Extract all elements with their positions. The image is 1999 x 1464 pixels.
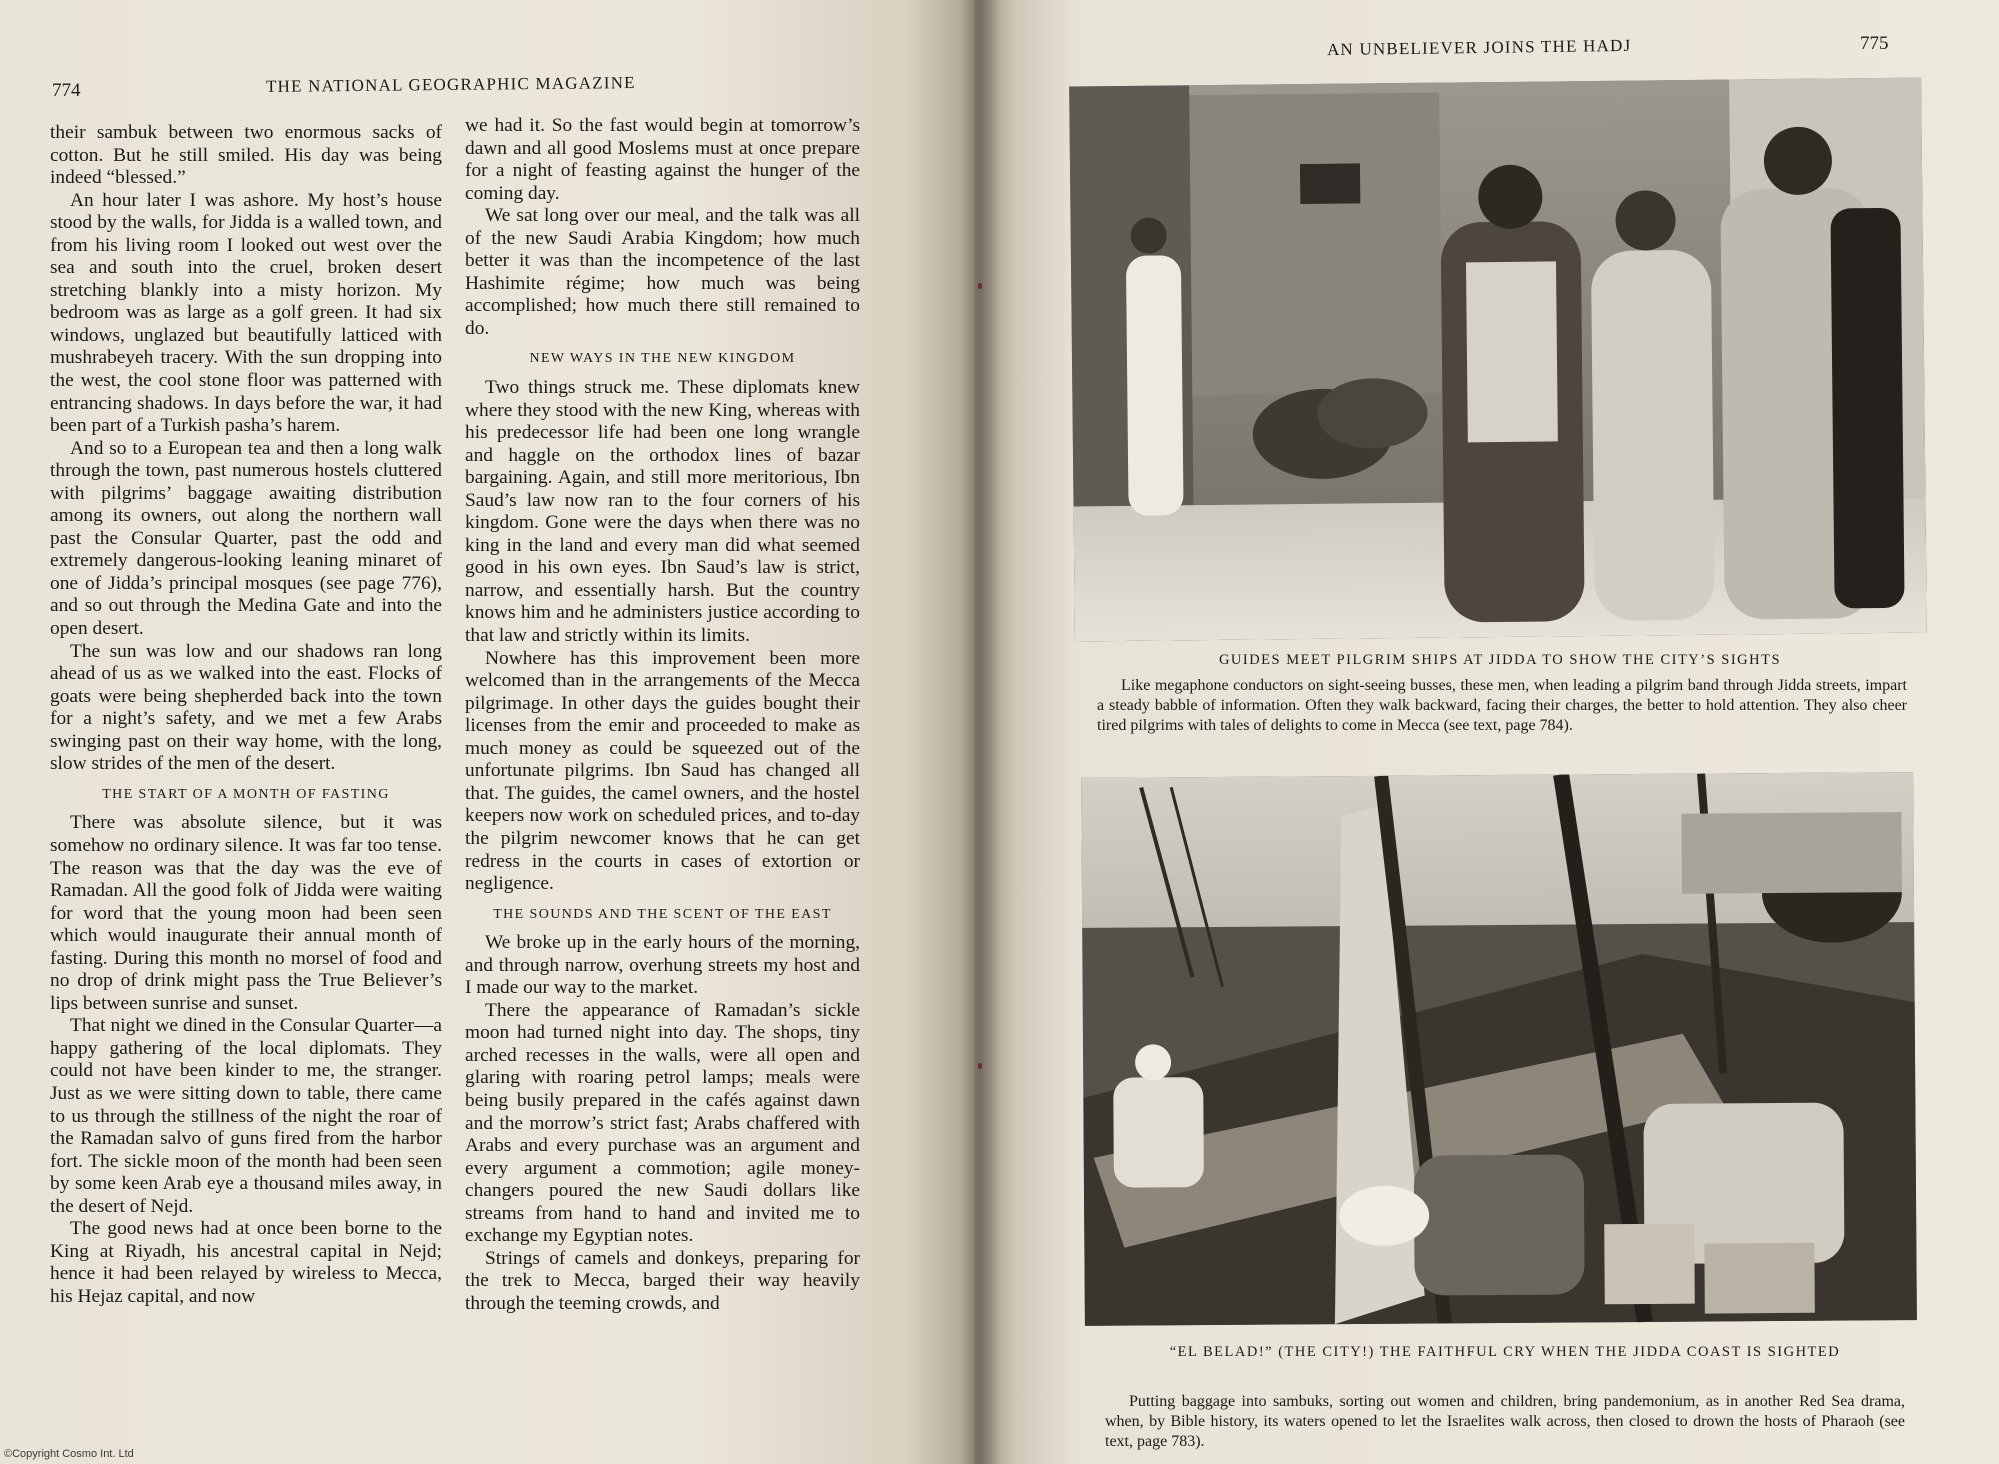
section-heading: THE START OF A MONTH OF FASTING: [102, 786, 390, 802]
right-page-number: 775: [1860, 33, 1889, 54]
paragraph: We sat long over our meal, and the talk was all of the new Saudi Arabia Kingdom; how much better it was than the incompetence of the last Hashimite régime; how much was being accomplished; how much there still remained to do.: [465, 205, 860, 339]
paragraph: Nowhere has this improvement been more welcomed than in the arrangements of the Mecca pilgrimage. In other days the guides bought their licenses from the emir and proceeded to make as much money as could be squeezed out of the unfortunate pilgrims. Ibn Saud has changed all that. The guides, the camel owners, and the hostel keepers now work on scheduled prices, and to-day the pilgrim newcomer knows that he can get redress in the courts in cases of extortion or negligence.: [465, 647, 860, 895]
paragraph: The sun was low and our shadows ran long ahead of us as we walked into the east. Flocks of goats were being shepherded back into the town for a night’s safety, and we met a few Arabs swinging past on their way home, with the long, slow strides of the men of the desert.: [50, 640, 442, 775]
paragraph: We broke up in the early hours of the morning, and through narrow, overhung streets my host and I made our way to the market.: [465, 932, 860, 999]
paragraph: Strings of camels and donkeys, preparing for the trek to Mecca, barged their way heavily through the teeming crowds, and: [465, 1247, 860, 1314]
photo1-caption-title: GUIDES MEET PILGRIM SHIPS AT JIDDA TO SHOW THE CITY’S SIGHTS: [1218, 652, 1782, 668]
section-heading: THE SOUNDS AND THE SCENT OF THE EAST: [493, 906, 832, 922]
left-page-number: 774: [52, 80, 81, 101]
paragraph: The good news had at once been borne to the King at Riyadh, his ancestral capital in Nejd; hence it had been relayed by wireless to Mecca, his Hejaz capital, and now: [50, 1218, 442, 1307]
photo-sambuks-image: [1081, 772, 1917, 1326]
photo1-caption-body: [1097, 676, 1907, 736]
paragraph: There the appearance of Ramadan’s sickle moon had turned night into day. The shops, tiny arched recesses in the walls, were all open and glaring with roaring petrol lamps; meals were being busily prepared in the cafés against dawn and the morrow’s strict fast; Arabs chaffered with Arabs and every purchase was an argument and every argument a commotion; agile money-changers poured the new Saudi dollars like streams from hand to hand and invited me to exchange my Egyptian notes.: [465, 999, 860, 1247]
photo2-caption-body: [1105, 1392, 1905, 1452]
photo1-caption-text: Like megaphone conductors on sight-seeing busses, these men, when leading a pilgrim band through Jidda streets, impart a steady babble of information. Often they walk backward, facing their charges, the better to hold attention. They also cheer tired pilgrims with tales of delights to come in Mecca (see text, page 784).: [1097, 677, 1907, 734]
paragraph: Two things struck me. These diplomats knew where they stood with the new King, whereas with his predecessor life had been one long wrangle and haggle on the orthodox lines of bazar bargaining. Again, and still more meritorious, Ibn Saud’s law now ran to the four corners of his kingdom. Gone were the days when there was no king in the land and every man did what seemed good in his own eyes. Ibn Saud’s law is strict, narrow, and essentially harsh. But the country knows him and he administers justice according to that law and strictly within its limits.: [465, 377, 860, 647]
paragraph: There was absolute silence, but it was somehow no ordinary silence. It was far too tense. The reason was that the day was the eve of Ramadan. All the good folk of Jidda were waiting for word that the young moon had been seen which would inaugurate their annual month of fasting. During this month no morsel of food and no drop of drink might pass the True Believer’s lips between sunrise and sunset.: [50, 812, 442, 1014]
book-gutter: [960, 0, 1000, 1464]
left-page: [0, 0, 975, 1464]
paragraph: we had it. So the fast would begin at tomorrow’s dawn and all good Moslems must at once prepare for a night of feasting against the hunger of the coming day.: [465, 115, 860, 204]
left-running-head: THE NATIONAL GEOGRAPHIC MAGAZINE: [265, 73, 636, 96]
photo-guides-image: [1069, 78, 1927, 642]
photo2-caption-text: Putting baggage into sambuks, sorting out women and children, bring pandemonium, as in another Red Sea drama, when, by Bible history, its waters opened to let the Israelites walk across, then closed to drown the hosts of Pharaoh (see text, page 783).: [1105, 1393, 1905, 1450]
right-page: [975, 0, 1999, 1464]
paragraph: That night we dined in the Consular Quarter—a happy gathering of the local diplomats. They could not have been kinder to me, the stranger. Just as we were sitting down to table, there came to us through the stillness of the night the roar of the Ramadan salvo of guns fired from the harbor fort. The sickle moon of the month had been seen by some keen Arab eye a thousand miles away, in the desert of Nejd.: [50, 1015, 442, 1217]
section-heading: NEW WAYS IN THE NEW KINGDOM: [529, 351, 796, 367]
photo-sambuks-jidda-coast: [1081, 772, 1917, 1326]
paragraph: their sambuk between two enormous sacks of cotton. But he still smiled. His day was being indeed “blessed.”: [50, 122, 442, 189]
photo-guides-at-jidda: [1069, 78, 1927, 642]
paragraph: And so to a European tea and then a long walk through the town, past numerous hostels cluttered with pilgrims’ baggage awaiting distribution among its owners, out along the northern wall past the Consular Quarter, past the odd and extremely dangerous-looking leaning minaret of one of Jidda’s principal mosques (see page 776), and so out through the Medina Gate and into the open desert.: [50, 437, 442, 640]
paragraph: An hour later I was ashore. My host’s house stood by the walls, for Jidda is a walled town, and from his living room I looked out west over the sea and south into the cruel, broken desert stretching blankly into a misty horizon. My bedroom was as large as a golf green. It had six windows, unglazed but beautifully latticed with mushrabeyeh tracery. With the sun dropping into the west, the cool stone floor was patterned with entrancing shadows. In days before the war, it had been part of a Turkish pasha’s harem.: [50, 189, 442, 437]
left-column-2: [465, 115, 860, 1315]
left-column-1: [50, 122, 442, 1308]
copyright-notice: ©Copyright Cosmo Int. Ltd: [4, 1448, 134, 1460]
right-running-head: AN UNBELIEVER JOINS THE HADJ: [1326, 35, 1632, 60]
photo2-caption-title: “EL BELAD!” (THE CITY!) THE FAITHFUL CRY WHEN THE JIDDA COAST IS SIGHTED: [1169, 1344, 1841, 1360]
